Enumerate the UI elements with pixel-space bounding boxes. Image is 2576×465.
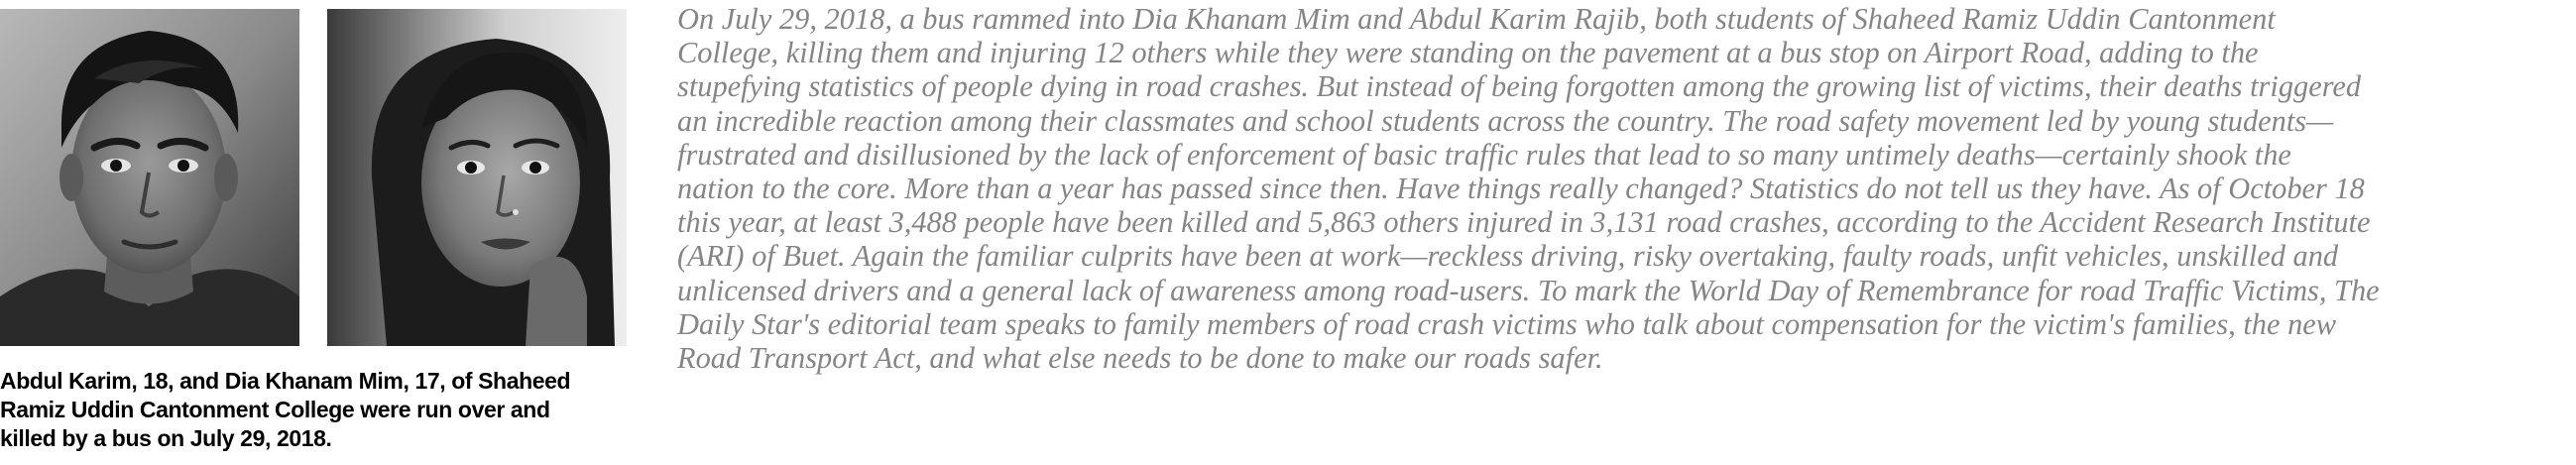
article-line: Daily Star's editorial team speaks to family members of road crash victims who talk about compensation for the victim's families, the new bbox=[677, 306, 2337, 341]
article-line: frustrated and disillusioned by the lack of enforcement of basic traffic rules that lead to so many untimely deaths—certainly shook the bbox=[677, 137, 2291, 172]
photo-caption bbox=[0, 367, 635, 453]
article-line: this year, at least 3,488 people have been killed and 5,863 others injured in 3,131 road crashes, according to the Accident Research Institute bbox=[677, 205, 2371, 240]
article-line: an incredible reaction among their classmates and school students across the country. The road safety movement led by young students— bbox=[677, 103, 2334, 138]
article-line: nation to the core. More than a year has passed since then. Have things really changed? Statistics do not tell us they have. As of October 18 bbox=[677, 172, 2365, 206]
caption-line: Abdul Karim, 18, and Dia Khanam Mim, 17, of Shaheed bbox=[0, 368, 571, 394]
article-line: unlicensed drivers and a general lack of awareness among road-users. To mark the World Day of Remembrance for road Traffic Victims, The bbox=[677, 273, 2380, 307]
caption-line: killed by a bus on July 29, 2018. bbox=[0, 425, 332, 451]
article-line: (ARI) of Buet. Again the familiar culprits have been at work—reckless driving, risky overtaking, faulty roads, unfit vehicles, unskilled and bbox=[677, 239, 2339, 274]
article-line: On July 29, 2018, a bus rammed into Dia Khanam Mim and Abdul Karim Rajib, both students of Shaheed Ramiz Uddin Cantonment bbox=[677, 2, 2276, 36]
article-line: Road Transport Act, and what else needs to be done to make our roads safer. bbox=[677, 341, 1603, 376]
photo-abdul-karim bbox=[0, 9, 299, 346]
article-line: College, killing them and injuring 12 others while they were standing on the pavement at a bus stop on Airport Road, adding to the bbox=[677, 36, 2259, 70]
photo-dia-khanam-mim bbox=[327, 9, 627, 346]
caption-line: Ramiz Uddin Cantonment College were run over and bbox=[0, 397, 550, 422]
article-line: stupefying statistics of people dying in road crashes. But instead of being forgotten among the growing list of victims, their deaths triggered bbox=[677, 69, 2362, 104]
article-intro bbox=[677, 2, 2571, 375]
